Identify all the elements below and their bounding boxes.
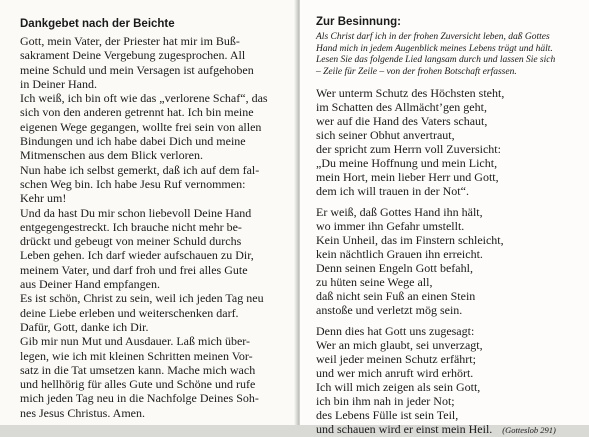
prayer-line: aus Deiner Hand empfangen. (20, 277, 160, 292)
hymn-line: anstoße und verletzt mög sein. (316, 303, 463, 318)
intro-line: – Zeile für Zeile – von der frohen Botschaft erfassen. (316, 66, 517, 77)
prayer-line: schen Weg bin. Ich habe Jesu Ruf vernommen: (20, 176, 246, 191)
prayer-line: Und da hast Du mir schon liebevoll Deine Hand (20, 205, 252, 220)
hymn-line: weil jeder meinen Schutz erfährt; (316, 352, 476, 367)
hymn-line: Ich will mich zeigen als sein Gott, (316, 380, 481, 395)
hymn-line: der spricht zum Herrn voll Zuversicht: (316, 142, 501, 157)
hymn-line: wo immer ihn Gefahr umstellt. (316, 219, 465, 234)
reflection-title: Zur Besinnung: (316, 16, 401, 28)
prayer-line: legen, wie ich mit kleinen Schritten meinen Vor- (20, 348, 253, 363)
prayer-line: Leben gehen. Ich darf wieder aufschauen zu Dir, (20, 248, 254, 263)
prayer-title: Dankgebet nach der Beichte (20, 18, 175, 30)
prayer-line: meine Schuld und mein Versagen ist aufgehoben (20, 62, 254, 77)
prayer-line: Mitmenschen aus dem Blick verloren. (20, 148, 203, 163)
hymn-line: ich bin ihm nah in jeder Not; (316, 394, 455, 409)
prayer-line: sakrament Deine Vergebung zugesprochen. All (20, 48, 246, 63)
prayer-line: mich jeden Tag neu in die Nachfolge Deines Soh- (20, 391, 259, 406)
prayer-line: Kehr um! (20, 191, 67, 206)
reflection-intro (316, 32, 583, 78)
hymn-line: „Du meine Hoffnung und mein Licht, (316, 156, 498, 171)
hymn-line: Wer unterm Schutz des Höchsten steht, (316, 86, 505, 101)
hymn-stanza-1 (316, 86, 583, 198)
hymn-source: (Gotteslob 291) (502, 425, 556, 436)
prayer-line: Gib mir nun Mut und Ausdauer. Laß mich über- (20, 334, 251, 349)
hymn-line: Kein Unheil, das im Finstern schleicht, (316, 233, 504, 248)
hymn-line: des Lebens Fülle ist sein Teil, (316, 408, 459, 423)
hymn-line: Er weiß, daß Gottes Hand ihn hält, (316, 205, 483, 220)
prayer-line: Dafür, Gott, danke ich Dir. (20, 319, 149, 334)
prayer-line: Bindungen und ich habe dabei Dich und meine (20, 134, 246, 149)
prayer-line: Ich weiß, ich bin oft wie das „verlorene Schaf“, das (20, 91, 268, 106)
hymn-line: mein Hort, mein lieber Herr und Gott, (316, 170, 499, 185)
prayer-line: eigenen Wege gegangen, wollte frei sein von allen (20, 119, 262, 134)
hymn-line: daß nicht sein Fuß an einen Stein (316, 289, 476, 304)
left-page (0, 0, 296, 425)
hymn-line: im Schatten des Allmächt’gen geht, (316, 100, 487, 115)
hymn-line: dem ich will trauen in der Not“. (316, 184, 469, 199)
prayer-line: sich von den anderen getrennt hat. Ich bin meine (20, 105, 254, 120)
intro-line: Als Christ darf ich in der frohen Zuversicht leben, daß Gottes (316, 32, 550, 42)
prayer-line: Nun habe ich selbst gemerkt, daß ich auf dem fal- (20, 162, 260, 177)
hymn-line-text: und schauen wird er einst mein Heil. (316, 422, 493, 437)
right-page (300, 0, 589, 437)
intro-line: Hand mich in jedem Augenblick meines Lebens trägt und hält. (316, 43, 553, 54)
prayer-line: in Deiner Hand. (20, 76, 97, 91)
prayer-line: meinem Vater, und darf froh und frei alles Gute (20, 262, 248, 277)
hymn-line: zu hüten seine Wege all, (316, 275, 433, 290)
prayer-line: Es ist schön, Christ zu sein, weil ich jeden Tag neu (20, 291, 264, 306)
hymn-stanza-2 (316, 205, 583, 317)
prayer-line: Gott, mein Vater, der Priester hat mir im Buß- (20, 34, 240, 48)
prayer-line: drückt und gebeugt von meiner Schuld durchs (20, 234, 242, 249)
hymn-line: Wer an mich glaubt, sei unverzagt, (316, 338, 483, 353)
hymn-line: und wer mich anruft wird erhört. (316, 366, 474, 381)
prayer-line: nes Jesus Christus. Amen. (20, 405, 146, 420)
hymn-line: Denn dies hat Gott uns zugesagt: (316, 324, 475, 339)
hymn-line: sich seiner Obhut anvertraut, (316, 128, 455, 143)
prayer-line: und hellhörig für alles Gute und Schöne und rufe (20, 377, 256, 392)
prayer-text (20, 34, 288, 420)
hymn-line: kein nächtlich Grauen ihn erreicht. (316, 247, 483, 262)
prayer-line: deine Liebe erleben und weiterschenken darf. (20, 305, 239, 320)
intro-line: Lesen Sie das folgende Lied langsam durch und lassen Sie sich (316, 55, 556, 66)
prayer-line: entgegengestreckt. Ich brauche nicht mehr be- (20, 219, 242, 234)
prayer-line: satz in die Tat umsetzen kann. Mache mich wach (20, 362, 256, 377)
hymn-stanza-3 (316, 324, 583, 437)
hymn-line: Denn seinen Engeln Gott befahl, (316, 261, 473, 276)
hymn-line: wer auf die Hand des Vaters schaut, (316, 114, 488, 129)
